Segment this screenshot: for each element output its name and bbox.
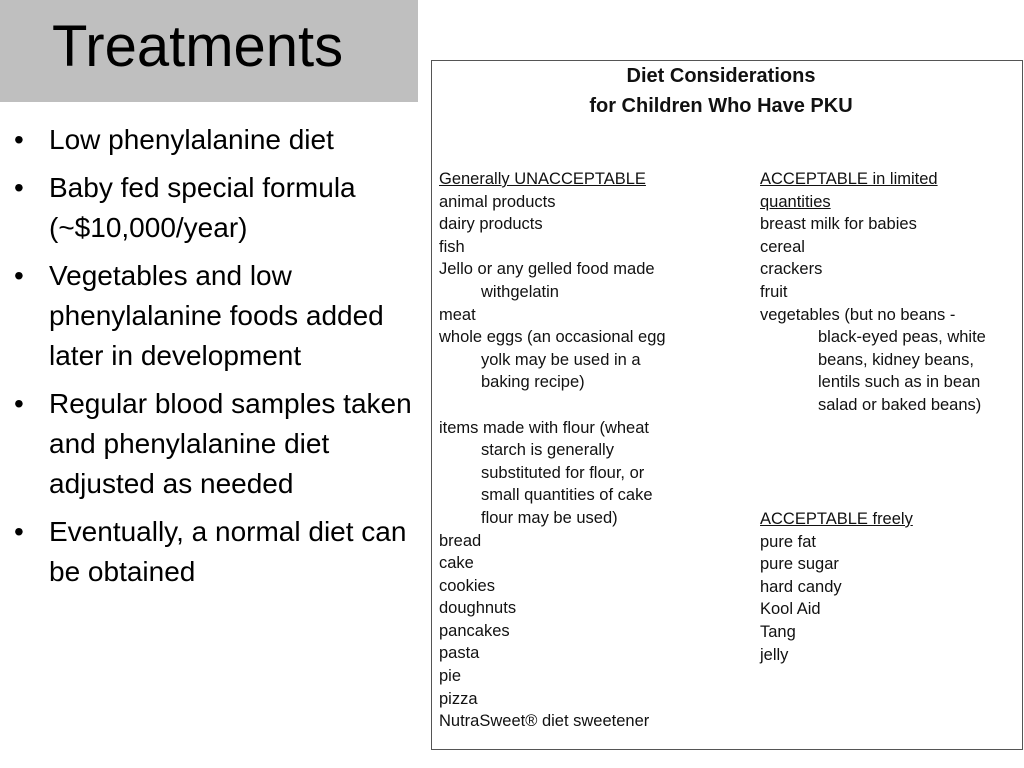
bullet-dot-icon: • xyxy=(14,260,24,291)
list-item: bread xyxy=(439,531,482,550)
list-item-continued: starch is generally xyxy=(481,441,614,460)
list-item-continued: lentils such as in bean xyxy=(818,373,981,392)
list-item: NutraSweet® diet sweetener xyxy=(439,712,650,731)
list-item-continued: baking recipe) xyxy=(481,373,585,392)
list-item-continued: beans, kidney beans, xyxy=(818,350,974,369)
list-item-continued: yolk may be used in a xyxy=(481,350,641,369)
list-item: fruit xyxy=(760,282,788,301)
list-item: animal products xyxy=(439,192,556,211)
figure-title-line: Diet Considerations xyxy=(626,65,816,87)
bullet-dot-icon: • xyxy=(14,388,24,419)
title-bar xyxy=(0,0,418,102)
list-item: hard candy xyxy=(760,577,842,596)
list-item-continued: black-eyed peas, white xyxy=(818,328,986,347)
bullet-item xyxy=(12,384,412,504)
bullet-dot-icon: • xyxy=(14,172,24,203)
slide-title: Treatments xyxy=(52,14,344,79)
bullet-item xyxy=(12,256,412,376)
list-item: jelly xyxy=(760,645,789,664)
list-item: pizza xyxy=(439,689,478,708)
limited-column xyxy=(760,168,1022,417)
limited-header: quantities xyxy=(760,192,831,211)
list-item: cereal xyxy=(760,237,805,256)
spacer xyxy=(439,394,757,417)
list-item: vegetables (but no beans - xyxy=(760,305,956,324)
bullet-text: Eventually, a normal diet can be obtained xyxy=(49,516,407,587)
list-item: cake xyxy=(439,554,474,573)
bullet-item xyxy=(12,512,412,592)
list-item: Jello or any gelled food made xyxy=(439,260,655,279)
bullet-item xyxy=(12,168,412,248)
list-item: pure sugar xyxy=(760,555,839,574)
list-item-continued: substituted for flour, or xyxy=(481,463,645,482)
bullet-item xyxy=(12,120,412,160)
bullet-text: Low phenylalanine diet xyxy=(49,124,334,155)
list-item: doughnuts xyxy=(439,599,517,618)
freely-column xyxy=(760,508,1022,666)
list-item: pie xyxy=(439,667,462,686)
bullet-dot-icon: • xyxy=(14,516,24,547)
list-item: pancakes xyxy=(439,621,510,640)
diet-figure xyxy=(431,60,1023,750)
bullet-text: Regular blood samples taken and phenylalanine diet adjusted as needed xyxy=(49,388,412,499)
bullet-list xyxy=(12,120,412,600)
figure-title xyxy=(432,61,1010,121)
list-item: Tang xyxy=(760,622,796,641)
list-item: breast milk for babies xyxy=(760,215,917,234)
list-item-continued: small quantities of cake xyxy=(481,486,653,505)
unacceptable-header: Generally UNACCEPTABLE xyxy=(439,170,646,188)
list-item: whole eggs (an occasional egg xyxy=(439,328,666,347)
list-item-continued: withgelatin xyxy=(481,282,559,301)
list-item-continued: flour may be used) xyxy=(481,508,618,527)
list-item: pasta xyxy=(439,644,480,663)
unacceptable-column xyxy=(439,168,757,733)
list-item: meat xyxy=(439,305,476,324)
list-item: crackers xyxy=(760,260,823,279)
freely-header: ACCEPTABLE freely xyxy=(760,510,913,528)
list-item: dairy products xyxy=(439,215,543,234)
bullet-dot-icon: • xyxy=(14,124,24,155)
figure-title-line: for Children Who Have PKU xyxy=(589,95,853,117)
list-item-continued: salad or baked beans) xyxy=(818,395,982,414)
list-item: Kool Aid xyxy=(760,600,821,619)
limited-header: ACCEPTABLE in limited xyxy=(760,170,938,188)
list-item: fish xyxy=(439,237,465,256)
list-item: pure fat xyxy=(760,532,816,551)
bullet-text: Baby fed special formula (~$10,000/year) xyxy=(49,172,356,243)
list-item: cookies xyxy=(439,576,495,595)
bullet-text: Vegetables and low phenylalanine foods added later in development xyxy=(49,260,384,371)
list-item: items made with flour (wheat xyxy=(439,418,649,437)
